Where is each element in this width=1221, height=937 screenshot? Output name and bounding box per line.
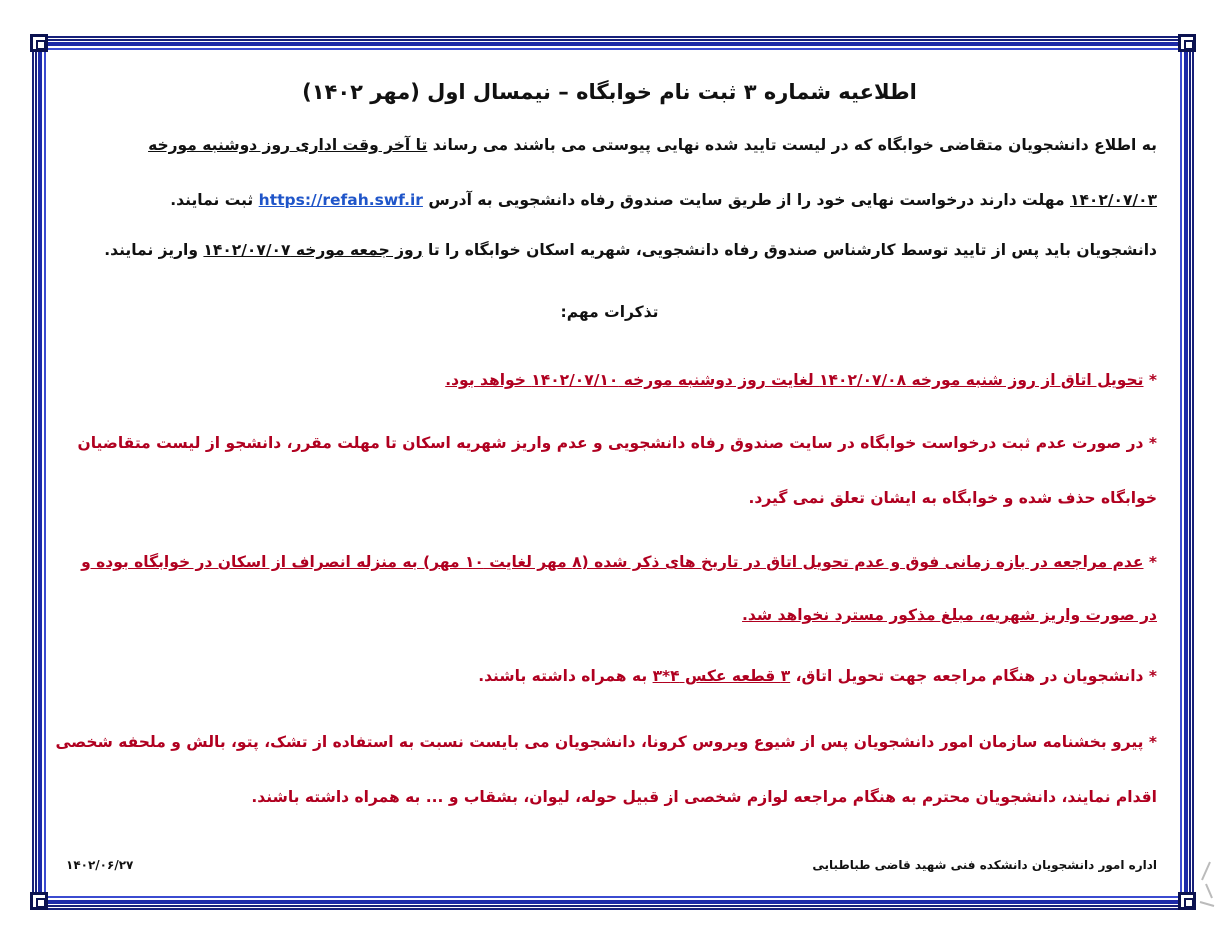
bullet-icon: * — [1148, 553, 1157, 571]
note-registration-line-2: خوابگاه حذف شده و خوابگاه به ایشان تعلق نمی گیرد. — [748, 489, 1157, 507]
refah-website-link[interactable]: https://refah.swf.ir — [258, 191, 423, 209]
announcement-document — [55, 60, 1157, 890]
border-corner-bottom-right — [1178, 892, 1196, 910]
bullet-icon: * — [1148, 733, 1157, 751]
footer-office: اداره امور دانشجویان دانشکده فنی شهید قاضی طباطبایی — [812, 858, 1157, 872]
note-room-delivery: * تحویل اتاق از روز شنبه مورخه ۱۴۰۲/۰۷/۰۸ لغایت روز دوشنبه مورخه ۱۴۰۲/۰۷/۱۰ خواهد بود. — [445, 371, 1157, 389]
note-photos: * دانشجویان در هنگام مراجعه جهت تحویل اتاق، ۳ قطعه عکس ۴*۳ به همراه داشته باشند. — [478, 667, 1157, 685]
border-corner-top-left — [30, 34, 48, 52]
note-no-show-line-1: * عدم مراجعه در بازه زمانی فوق و عدم تحویل اتاق در تاریخ های ذکر شده (۸ مهر لغایت ۱۰ مهر) به منزله انصراف از اسکان در خوابگاه بوده و — [81, 553, 1157, 571]
note-covid-line-1: * پیرو بخشنامه سازمان امور دانشجویان پس از شیوع ویروس کرونا، دانشجویان می بایست نسبت به استفاده از تشک، پتو، بالش و ملحفه شخصی — [55, 733, 1157, 751]
bullet-icon: * — [1148, 667, 1157, 685]
note-covid-line-2: اقدام نمایند، دانشجویان محترم به هنگام مراجعه لوازم شخصی از قبیل حوله، لیوان، بشقاب و ... به همراه داشته باشند. — [251, 788, 1157, 806]
intro-line-1: به اطلاع دانشجویان متقاضی خوابگاه که در لیست تایید شده نهایی پیوستی می باشند می رساند تا آخر وقت اداری روز دوشنبه مورخه — [148, 136, 1157, 154]
note-no-show-line-2: در صورت واریز شهریه، مبلغ مذکور مسترد نخواهد شد. — [742, 606, 1157, 624]
intro-line-2: ۱۴۰۲/۰۷/۰۳ مهلت دارند درخواست نهایی خود را از طریق سایت صندوق رفاه دانشجویی به آدرس https://refah.swf.ir ثبت نمایند. — [170, 191, 1157, 209]
notes-heading: تذکرات مهم: — [560, 303, 659, 321]
bullet-icon: * — [1148, 371, 1157, 389]
intro-line-3: دانشجویان باید پس از تایید توسط کارشناس صندوق رفاه دانشجویی، شهریه اسکان خوابگاه را تا روز جمعه مورخه ۱۴۰۲/۰۷/۰۷ واریز نمایند. — [104, 241, 1157, 259]
scan-mark-icon — [1196, 858, 1218, 908]
document-title: اطلاعیه شماره ۳ ثبت نام خوابگاه – نیمسال اول (مهر ۱۴۰۲) — [302, 80, 917, 104]
border-corner-top-right — [1178, 34, 1196, 52]
border-corner-bottom-left — [30, 892, 48, 910]
footer-date: ۱۴۰۲/۰۶/۲۷ — [66, 858, 134, 872]
bullet-icon: * — [1148, 434, 1157, 452]
note-registration-line-1: * در صورت عدم ثبت درخواست خوابگاه در سایت صندوق رفاه دانشجویی و عدم واریز شهریه اسکان تا مهلت مقرر، دانشجو از لیست متقاضیان — [77, 434, 1157, 452]
